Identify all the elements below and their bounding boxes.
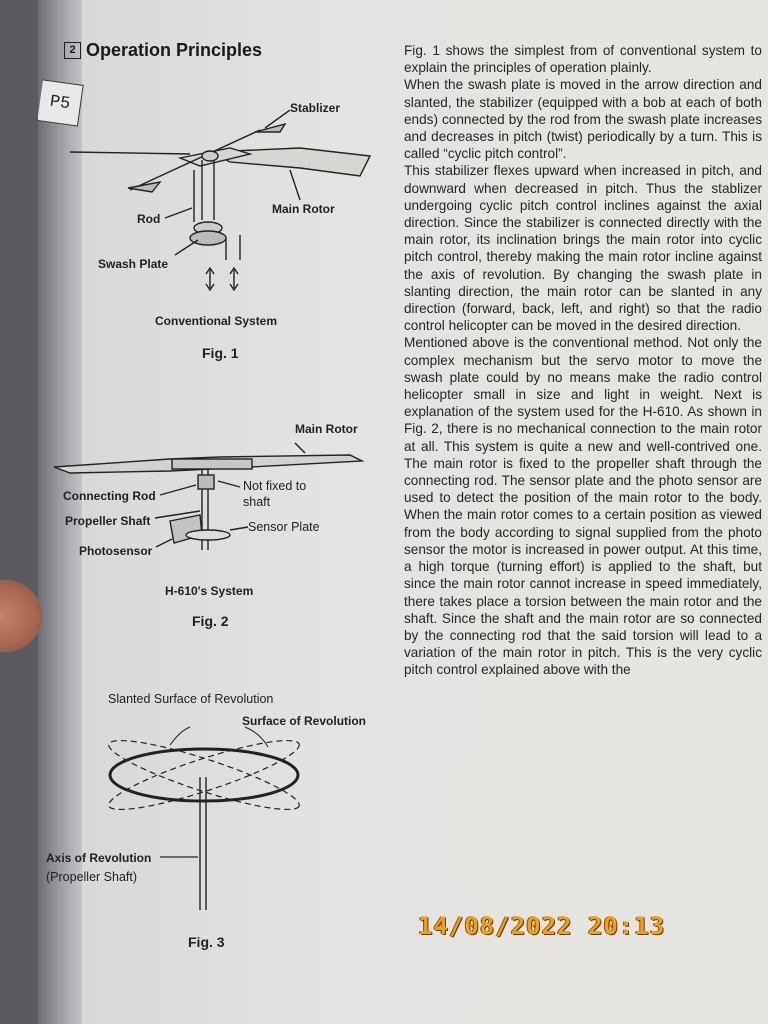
fig2-label-propeller-shaft: Propeller Shaft [65, 514, 151, 528]
fig3-label-surface: Surface of Revolution [242, 714, 367, 728]
fig1-label-swash-plate: Swash Plate [98, 257, 169, 271]
body-text [404, 42, 762, 679]
section-title-text: Operation Principles [86, 40, 263, 60]
fig2-label-not-fixed-2: shaft [243, 495, 271, 509]
body-paragraph: Fig. 1 shows the simplest from of conventional system to explain the principles of operation plainly. [404, 43, 762, 76]
fig1-caption: Fig. 1 [202, 345, 239, 361]
body-paragraph: Mentioned above is the conventional method. Not only the complex mechanism but the servo motor to move the swash plate could by no means make the radio control helicopter small in size and light in weight. Next is explanation of the system used for the H-610. As shown in Fig. 2, there is no mechanical connection to the main rotor at all. This system is quite a new and well-contrived one. The main rotor is fixed to the propeller shaft through the connecting rod. The sensor plate and the photo sensor are used to detect the position of the main rotor to the body. When the main rotor comes to a certain position as viewed from the body according to signal supplied from the photo sensor the motor is increased in power output. At this time, a high torque (turning effort) is applied to the shaft, but since the main rotor cannot increase in speed immediately, there takes place a torsion between the main rotor and the shaft. Since the shaft and the main rotor are so connected by the connecting rod that the said torsion will lead to a variation of the main rotor in pitch. This is the very cyclic pitch control explained above with the [404, 335, 762, 678]
body-paragraph: When the swash plate is moved in the arrow direction and slanted, the stabilizer (equipped with a bob at each of both ends) connected by the rod from the swash plate increases and decreases in pitch (twist) periodically by a turn. This is called “cyclic pitch control”. [404, 77, 762, 162]
page-tab: P5 [38, 79, 84, 126]
fig3-label-axis-sub: (Propeller Shaft) [46, 870, 138, 884]
fig1-subtitle: Conventional System [155, 314, 278, 328]
fig2-label-sensor-plate: Sensor Plate [248, 520, 320, 534]
fig3-label-axis: Axis of Revolution [46, 851, 152, 865]
fig1-label-rod: Rod [137, 212, 161, 226]
fig2-label-photosensor: Photosensor [79, 544, 153, 558]
fig2-label-main-rotor: Main Rotor [295, 422, 358, 436]
section-number: 2 [64, 42, 81, 59]
fig3-label-slanted: Slanted Surface of Revolution [108, 692, 274, 706]
fig3-caption: Fig. 3 [188, 934, 225, 950]
fig2-label-connecting-rod: Connecting Rod [63, 489, 156, 503]
body-paragraph: This stabilizer flexes upward when increased in pitch, and downward when decreased in pitch. Thus the stablizer undergoing cyclic pitch control inclines against the axial direction. Since the stabilizer is connected directly with the main rotor, its inclination brings the main rotor into cyclic pitch control, thereby making the main rotor incline against the axis of revolution. By changing the swash plate in slanting direction, the main rotor can be slanted in any direction (forward, back, left, and right) so that the radio control helicopter can be moved in the desired direction. [404, 163, 762, 334]
fig2-subtitle: H-610's System [165, 584, 254, 598]
photo-timestamp: 14/08/2022 20:13 [418, 912, 666, 940]
fig3-diagram [40, 705, 340, 920]
section-title [64, 40, 262, 61]
fig1-label-main-rotor: Main Rotor [272, 202, 335, 216]
fig2-label-not-fixed: Not fixed to [243, 479, 307, 493]
fig2-caption: Fig. 2 [192, 613, 229, 629]
thumb [0, 580, 42, 652]
fig1-label-stabilizer: Stablizer [290, 101, 341, 115]
